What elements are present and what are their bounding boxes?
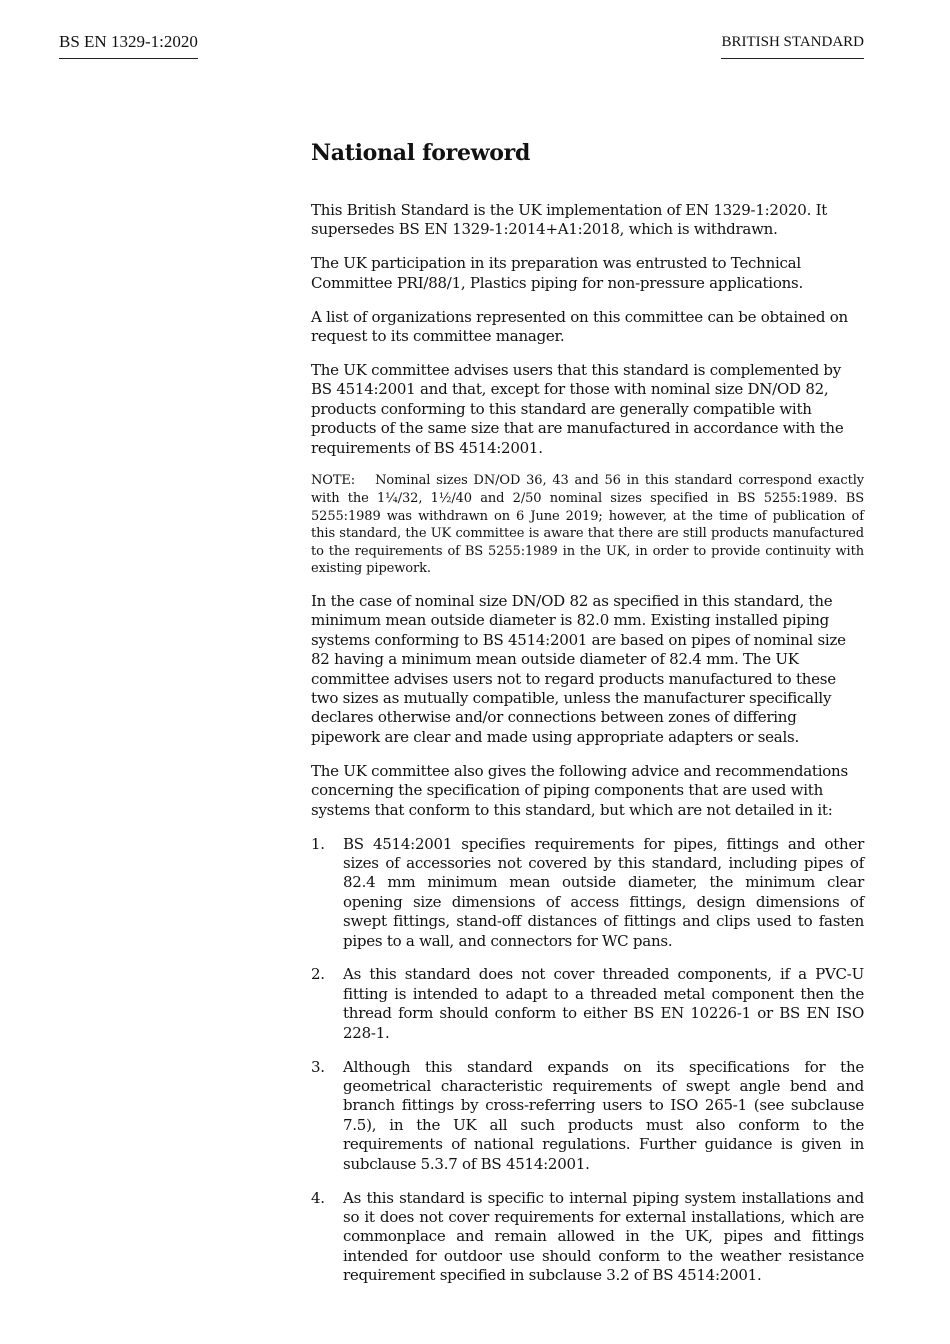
paragraph-participation: The UK participation in its preparation was entrusted to Technical Committee PRI/88/1, Plastics piping for non-pressure applications. — [311, 254, 803, 292]
list-item-text: As this standard is specific to internal piping system installations and so it does not cover requirements for external installations, which are commonplace and remain allowed in the UK, pipes and fittings intended for outdoor use should conform to the weather resistance requirement specified in subclause 3.2 of BS 4514:2001. — [343, 1188, 864, 1285]
paragraph-organizations: A list of organizations represented on this committee can be obtained on request to its committee manager. — [311, 307, 848, 346]
paragraph-dn-od-82: In the case of nominal size DN/OD 82 as specified in this standard, the minimum mean outside diameter is 82.0 mm. Existing installed piping systems conforming to BS 4514:2001 are based on pipes of nominal size 82 having a minimum mean outside diameter of 82.4 mm. The UK committee advises users not to regard products manufactured to these two sizes as mutually compatible, unless the manufacturer specifically declares otherwise and/or connections between zones of differing pipework are clear and made using appropriate adapters or seals. — [311, 592, 846, 746]
list-item-number: 1. — [311, 834, 325, 853]
list-item-number: 2. — [311, 965, 325, 984]
foreword-body — [311, 138, 864, 1300]
list-item-text: As this standard does not cover threaded components, if a PVC-U fitting is intended to adapt to a threaded metal component then the thread form should conform to either BS EN 10226-1 or BS EN ISO 228-1. — [343, 965, 864, 1042]
list-item — [311, 1058, 864, 1174]
list-item-number: 3. — [311, 1057, 325, 1076]
paragraph-compatibility: The UK committee advises users that this standard is complemented by BS 4514:2001 and that, except for those with nominal size DN/OD 82, products conforming to this standard are generally compatible with products of the same size that are manufactured in accordance with the requirements of BS 4514:2001. — [311, 360, 844, 457]
recommendations-list — [311, 835, 864, 1286]
list-item-text: Although this standard expands on its specifications for the geometrical characteristic requirements of swept angle bend and branch fittings by cross-referring users to ISO 265-1 (see subclause 7.5), in the UK all such products must also conform to the requirements of national regulations. Further guidance is given in subclause 5.3.7 of BS 4514:2001. — [343, 1057, 864, 1173]
paragraph-implementation: This British Standard is the UK implementation of EN 1329-1:2020. It supersedes BS EN 1329-1:2014+A1:2018, which is withdrawn. — [311, 201, 828, 239]
document-id: BS EN 1329-1:2020 — [59, 30, 198, 59]
list-item — [311, 835, 864, 951]
list-item — [311, 1189, 864, 1286]
list-item-number: 4. — [311, 1188, 325, 1207]
page-title: National foreword — [311, 140, 531, 166]
note-label: NOTE: — [311, 473, 356, 489]
paragraph-recommendations: The UK committee also gives the following advice and recommendations concerning the specification of piping components that are used with systems that conform to this standard, but which are not detailed in it: — [311, 761, 848, 819]
note-text: Nominal sizes DN/OD 36, 43 and 56 in this standard correspond exactly with the 1¼/32, 1½/40 and 2/50 nominal sizes specified in BS 5255:1989. BS 5255:1989 was withdrawn on 6 June 2019; however, at the time of publication of this standard, the UK committee is aware that there are still products manufactured to the requirements of BS 5255:1989 in the UK, in order to provide continuity with existing pipework. — [311, 473, 864, 577]
list-item-text: BS 4514:2001 specifies requirements for pipes, fittings and other sizes of accessories not covered by this standard, including pipes of 82.4 mm minimum mean outside diameter, the minimum clear opening size dimensions of access fittings, design dimensions of swept fittings, stand-off distances of fittings and clips used to fasten pipes to a wall, and connectors for WC pans. — [343, 834, 864, 950]
series-label: BRITISH STANDARD — [721, 30, 864, 59]
note — [311, 472, 864, 578]
list-item — [311, 965, 864, 1043]
